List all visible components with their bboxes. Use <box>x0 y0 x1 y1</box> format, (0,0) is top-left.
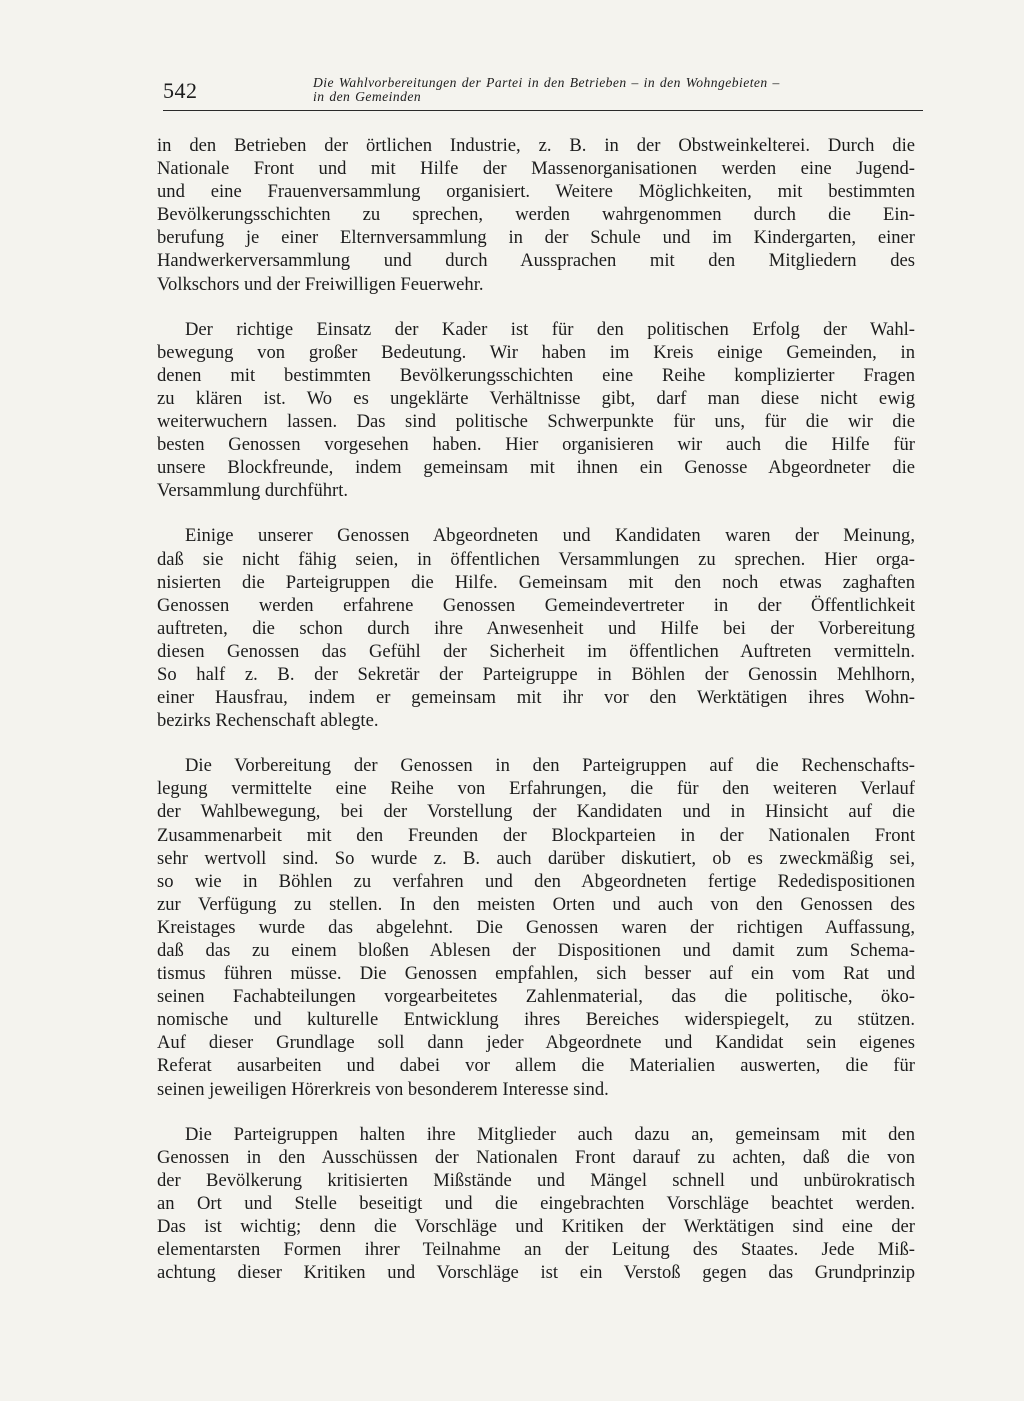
paragraph <box>157 318 915 503</box>
text-line: einer Hausfrau, indem er gemeinsam mit ihr vor den Werktätigen ihres Wohn- <box>157 687 915 709</box>
text-line: nisierten die Parteigruppen die Hilfe. Gemeinsam mit den noch etwas zaghaften <box>157 571 915 593</box>
text-line: weiterwuchern lassen. Das sind politische Schwerpunkte für uns, für die wir die <box>157 411 915 433</box>
text-line: an Ort und Stelle beseitigt und die eingebrachten Vorschläge beachtet werden. <box>157 1192 915 1214</box>
text-line: achtung dieser Kritiken und Vorschläge ist ein Verstoß gegen das Grundprinzip <box>157 1262 915 1284</box>
text-line: daß das zu einem bloßen Ablesen der Dispositionen und damit zum Schema- <box>157 940 915 961</box>
text-line: nomische und kulturelle Entwicklung ihres Bereiches widerspiegelt, zu stützen. <box>157 1009 915 1031</box>
paragraph <box>157 524 915 732</box>
text-line: so wie in Böhlen zu verfahren und den Abgeordneten fertige Rededispositionen <box>157 870 915 892</box>
text-line: und eine Frauenversammlung organisiert. Weitere Möglichkeiten, mit bestimmten <box>157 181 915 203</box>
text-line: Der richtige Einsatz der Kader ist für den politischen Erfolg der Wahl- <box>185 318 915 340</box>
text-line: Volkschors und der Freiwilligen Feuerwehr. <box>157 273 484 295</box>
text-line: elementarsten Formen ihrer Teilnahme an der Leitung des Staates. Jede Miß- <box>157 1239 915 1261</box>
body-text <box>157 134 915 1284</box>
text-line: unsere Blockfreunde, indem gemeinsam mit ihnen ein Genosse Abgeordneter die <box>157 457 915 479</box>
paragraph <box>157 754 915 1100</box>
text-line: Bevölkerungsschichten zu sprechen, werden wahrgenommen durch die Ein- <box>157 204 915 226</box>
text-line: der Wahlbewegung, bei der Vorstellung der Kandidaten und in Hinsicht auf die <box>157 801 915 823</box>
running-head-line: in den Gemeinden <box>313 89 422 104</box>
text-line: zur Verfügung zu stellen. In den meisten Orten und auch von den Genossen des <box>157 893 915 915</box>
text-line: in den Betrieben der örtlichen Industrie, z. B. in der Obstweinkelterei. Durch die <box>157 135 915 156</box>
text-line: sehr wertvoll sind. So wurde z. B. auch darüber diskutiert, ob es zweckmäßig sei, <box>157 847 915 869</box>
text-line: Kreistages wurde das abgelehnt. Die Genossen waren der richtigen Auffassung, <box>157 916 915 938</box>
text-line: legung vermittelte eine Reihe von Erfahrungen, die für den weiteren Verlauf <box>157 778 915 800</box>
text-line: Einige unserer Genossen Abgeordneten und Kandidaten waren der Meinung, <box>185 525 915 547</box>
text-line: Genossen in den Ausschüssen der Nationalen Front darauf zu achten, daß die von <box>157 1146 915 1168</box>
running-head-line: Die Wahlvorbereitungen der Partei in den Betrieben – in den Wohngebieten – <box>313 75 780 90</box>
text-line: tismus führen müsse. Die Genossen empfahlen, sich besser auf ein vom Rat und <box>157 963 915 985</box>
text-line: seinen Fachabteilungen vorgearbeitetes Zahlenmaterial, das die politische, öko- <box>157 986 915 1008</box>
text-line: zu klären ist. Wo es ungeklärte Verhältnisse gibt, darf man diese nicht ewig <box>157 387 915 409</box>
text-line: Referat ausarbeiten und dabei vor allem die Materialien auswerten, die für <box>157 1055 915 1077</box>
text-line: der Bevölkerung kritisierten Mißstände und Mängel schnell und unbürokratisch <box>157 1169 915 1191</box>
text-line: bewegung von großer Bedeutung. Wir haben im Kreis einige Gemeinden, in <box>157 341 915 363</box>
text-line: Zusammenarbeit mit den Freunden der Blockparteien in der Nationalen Front <box>157 824 915 846</box>
text-line: Die Vorbereitung der Genossen in den Parteigruppen auf die Rechenschafts- <box>185 755 915 777</box>
text-line: bezirks Rechenschaft ablegte. <box>157 710 379 732</box>
text-line: seinen jeweiligen Hörerkreis von besonderem Interesse sind. <box>157 1078 609 1100</box>
text-line: So half z. B. der Sekretär der Parteigruppe in Böhlen der Genossin Mehlhorn, <box>157 663 915 685</box>
paragraph <box>157 1123 915 1285</box>
paragraph <box>157 134 915 296</box>
running-head <box>313 76 925 104</box>
text-line: Handwerkerversammlung und durch Aussprachen mit den Mitgliedern des <box>157 250 915 272</box>
text-line: Auf dieser Grundlage soll dann jeder Abgeordnete und Kandidat sein eigenes <box>157 1032 915 1054</box>
text-line: berufung je einer Elternversammlung in der Schule und im Kindergarten, einer <box>157 227 915 249</box>
text-line: daß sie nicht fähig seien, in öffentlichen Versammlungen zu sprechen. Hier orga- <box>157 548 915 570</box>
text-line: Versammlung durchführt. <box>157 480 349 502</box>
page-number: 542 <box>163 78 198 103</box>
text-line: denen mit bestimmten Bevölkerungsschichten eine Reihe komplizierter Fragen <box>157 364 915 386</box>
text-line: Nationale Front und mit Hilfe der Massenorganisationen werden eine Jugend- <box>157 158 915 180</box>
text-line: Die Parteigruppen halten ihre Mitglieder auch dazu an, gemeinsam mit den <box>185 1123 915 1145</box>
text-line: besten Genossen vorgesehen haben. Hier organisieren wir auch die Hilfe für <box>157 434 915 456</box>
text-line: auftreten, die schon durch ihre Anwesenheit und Hilfe bei der Vorbereitung <box>157 617 915 639</box>
text-line: Das ist wichtig; denn die Vorschläge und Kritiken der Werktätigen sind eine der <box>157 1216 915 1238</box>
text-line: diesen Genossen das Gefühl der Sicherheit im öffentlichen Auftreten vermitteln. <box>157 640 915 662</box>
text-line: Genossen werden erfahrene Genossen Gemeindevertreter in der Öffentlichkeit <box>157 594 915 616</box>
page-header <box>163 76 923 111</box>
